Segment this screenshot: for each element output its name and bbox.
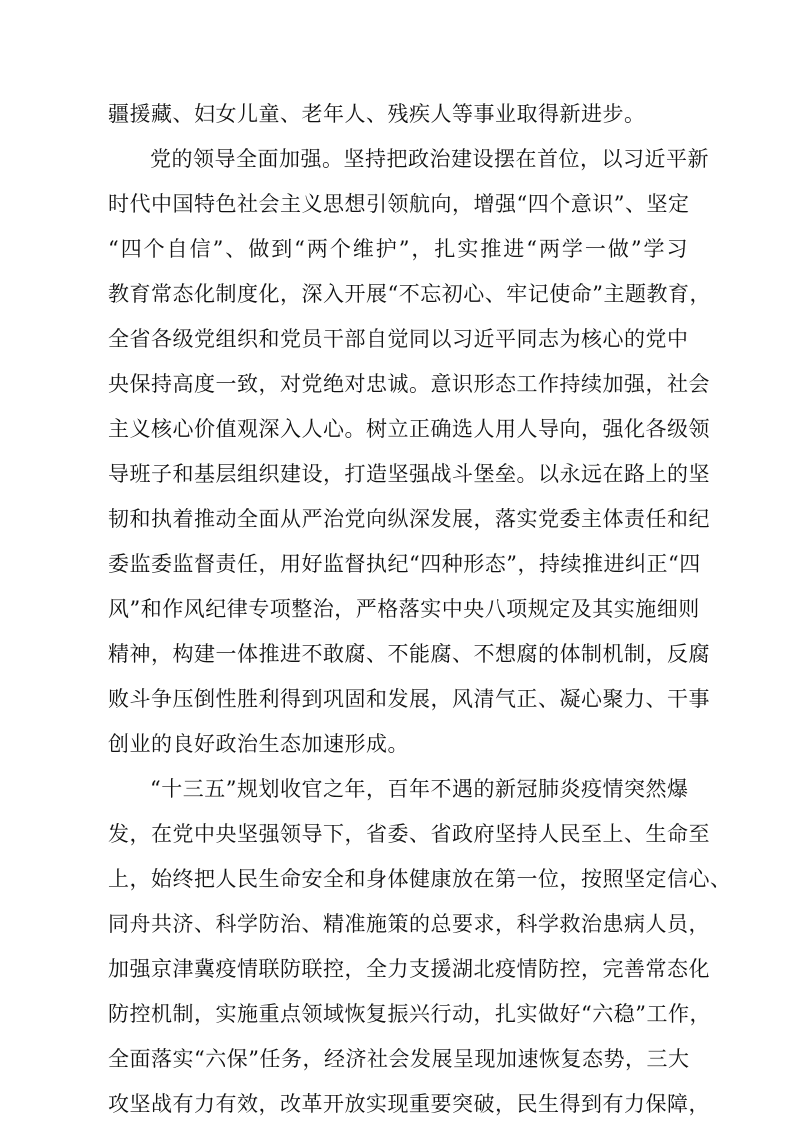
text-line: 主义核心价值观深入人心。树立正确选人用人导向，强化各级领 [108, 417, 710, 441]
text-line: 教育常态化制度化，深入开展“不忘初心、牢记使命”主题教育， [108, 282, 711, 306]
text-line: 精神，构建一体推进不敢腐、不能腐、不想腐的体制机制，反腐 [108, 642, 710, 666]
text-line: 全面落实“六保”任务，经济社会发展呈现加速恢复态势，三大 [108, 1047, 690, 1071]
text-line: 加强京津冀疫情联防联控，全力支援湖北疫情防控，完善常态化 [108, 957, 710, 981]
text-line: 同舟共济、科学防治、精准施策的总要求，科学救治患病人员， [108, 912, 710, 936]
paragraph-start-line: 党的领导全面加强。坚持把政治建设摆在首位，以习近平新 [150, 147, 709, 171]
text-line: 央保持高度一致，对党绝对忠诚。意识形态工作持续加强，社会 [108, 372, 710, 396]
text-line: 全省各级党组织和党员干部自觉同以习近平同志为核心的党中 [108, 327, 689, 351]
text-line: 导班子和基层组织建设，打造坚强战斗堡垒。以永远在路上的坚 [108, 462, 710, 486]
text-line: 攻坚战有力有效，改革开放实现重要突破，民生得到有力保障， [108, 1092, 710, 1116]
text-line: 疆援藏、妇女儿童、老年人、残疾人等事业取得新进步。 [108, 102, 646, 126]
text-line: 委监委监督责任，用好监督执纪“四种形态”，持续推进纠正“四 [108, 552, 701, 576]
text-line: 防控机制，实施重点领域恢复振兴行动，扎实做好“六稳”工作， [108, 1002, 711, 1026]
text-line: 时代中国特色社会主义思想引领航向，增强“四个意识”、坚定 [108, 192, 690, 216]
text-line: 败斗争压倒性胜利得到巩固和发展，风清气正、凝心聚力、干事 [108, 687, 710, 711]
text-line: 上，始终把人民生命安全和身体健康放在第一位，按照坚定信心、 [108, 867, 732, 891]
text-line: 韧和执着推动全面从严治党向纵深发展，落实党委主体责任和纪 [108, 507, 710, 531]
text-line: 发，在党中央坚强领导下，省委、省政府坚持人民至上、生命至 [108, 822, 710, 846]
paragraph-end-line: 创业的良好政治生态加速形成。 [108, 732, 409, 756]
text-line: 风”和作风纪律专项整治，严格落实中央八项规定及其实施细则 [108, 597, 700, 621]
paragraph-start-line: “十三五”规划收官之年，百年不遇的新冠肺炎疫情突然爆 [150, 777, 689, 801]
text-line: “四个自信”、做到“两个维护”，扎实推进“两学一做”学习 [108, 237, 688, 261]
